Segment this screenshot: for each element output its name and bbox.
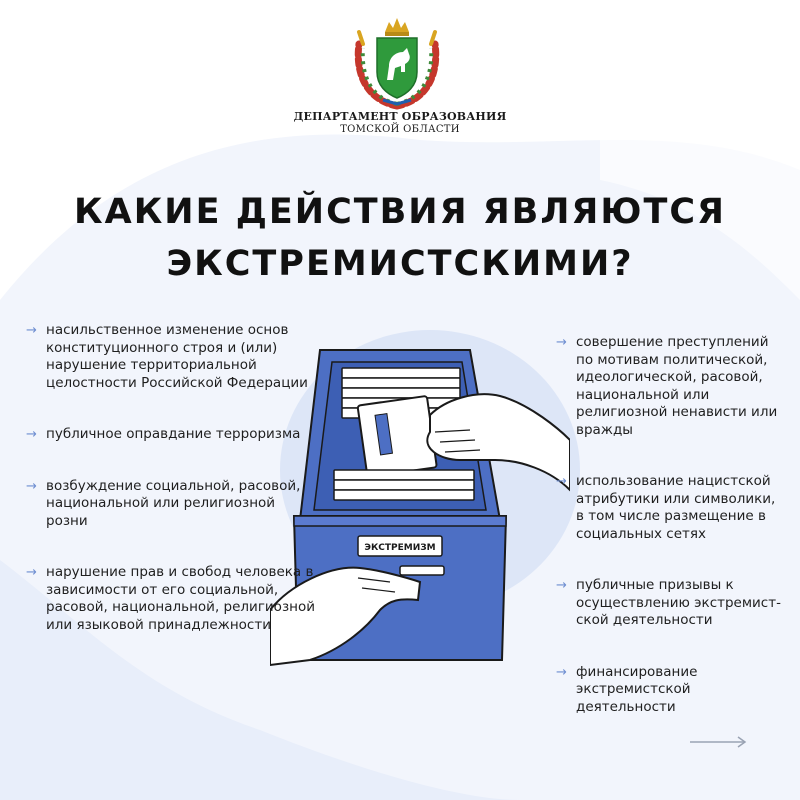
arrow-right-icon: → bbox=[556, 474, 567, 489]
list-item bbox=[26, 478, 316, 531]
list-item-text: совершение преступлений по мотивам политической, идеологической, расовой, национальной или религиозной ненависти или вражды bbox=[576, 334, 778, 438]
list-item bbox=[556, 577, 786, 630]
arrow-right-icon: → bbox=[26, 565, 37, 580]
title-line-1: КАКИЕ ДЕЙСТВИЯ ЯВЛЯЮТСЯ bbox=[74, 192, 726, 232]
long-arrow-right-icon[interactable] bbox=[688, 735, 748, 749]
arrow-right-icon: → bbox=[556, 335, 567, 350]
arrow-right-icon: → bbox=[26, 427, 37, 442]
list-item-text: финансирование экстремистской деятельности bbox=[576, 663, 698, 715]
title-line-2: ЭКСТРЕМИСТСКИМИ? bbox=[166, 244, 634, 284]
left-action-list bbox=[26, 322, 316, 634]
arrow-right-icon: → bbox=[26, 478, 37, 494]
header bbox=[0, 0, 800, 140]
right-action-list bbox=[556, 334, 786, 716]
list-item-text: насильственное изменение основ конституционного строя и (или) нарушение территориальной целостности Российской Федерации bbox=[46, 322, 308, 391]
arrow-right-icon: → bbox=[556, 578, 567, 593]
page-title bbox=[0, 186, 800, 290]
list-item bbox=[26, 564, 316, 634]
list-item bbox=[556, 664, 786, 717]
department-name: ДЕПАРТАМЕНТ ОБРАЗОВАНИЯ bbox=[293, 110, 507, 123]
department-region: ТОМСКОЙ ОБЛАСТИ bbox=[340, 124, 460, 135]
list-item-text: использование нацистской атрибутики или символики, в том числе размещение в социальных сетях bbox=[576, 473, 776, 542]
list-item bbox=[26, 322, 316, 392]
list-item bbox=[26, 426, 316, 444]
list-item bbox=[556, 473, 786, 543]
arrow-right-icon: → bbox=[556, 664, 567, 680]
arrow-right-icon: → bbox=[26, 323, 37, 338]
list-item-text: публичные призывы к осуществлению экстремист-ской деятельности bbox=[576, 577, 781, 628]
list-item-text: публичное оправдание терроризма bbox=[46, 426, 301, 442]
list-item bbox=[556, 334, 786, 439]
list-item-text: нарушение прав и свобод человека в зависимости от его социальной, расовой, национальной, религиозной или языковой принадлежности bbox=[46, 564, 315, 633]
list-item-text: возбуждение социальной, расовой, национальной или религиозной розни bbox=[46, 477, 301, 529]
tomsk-coat-of-arms-icon bbox=[353, 14, 441, 110]
drawer-label: ЭКСТРЕМИЗМ bbox=[364, 543, 436, 553]
